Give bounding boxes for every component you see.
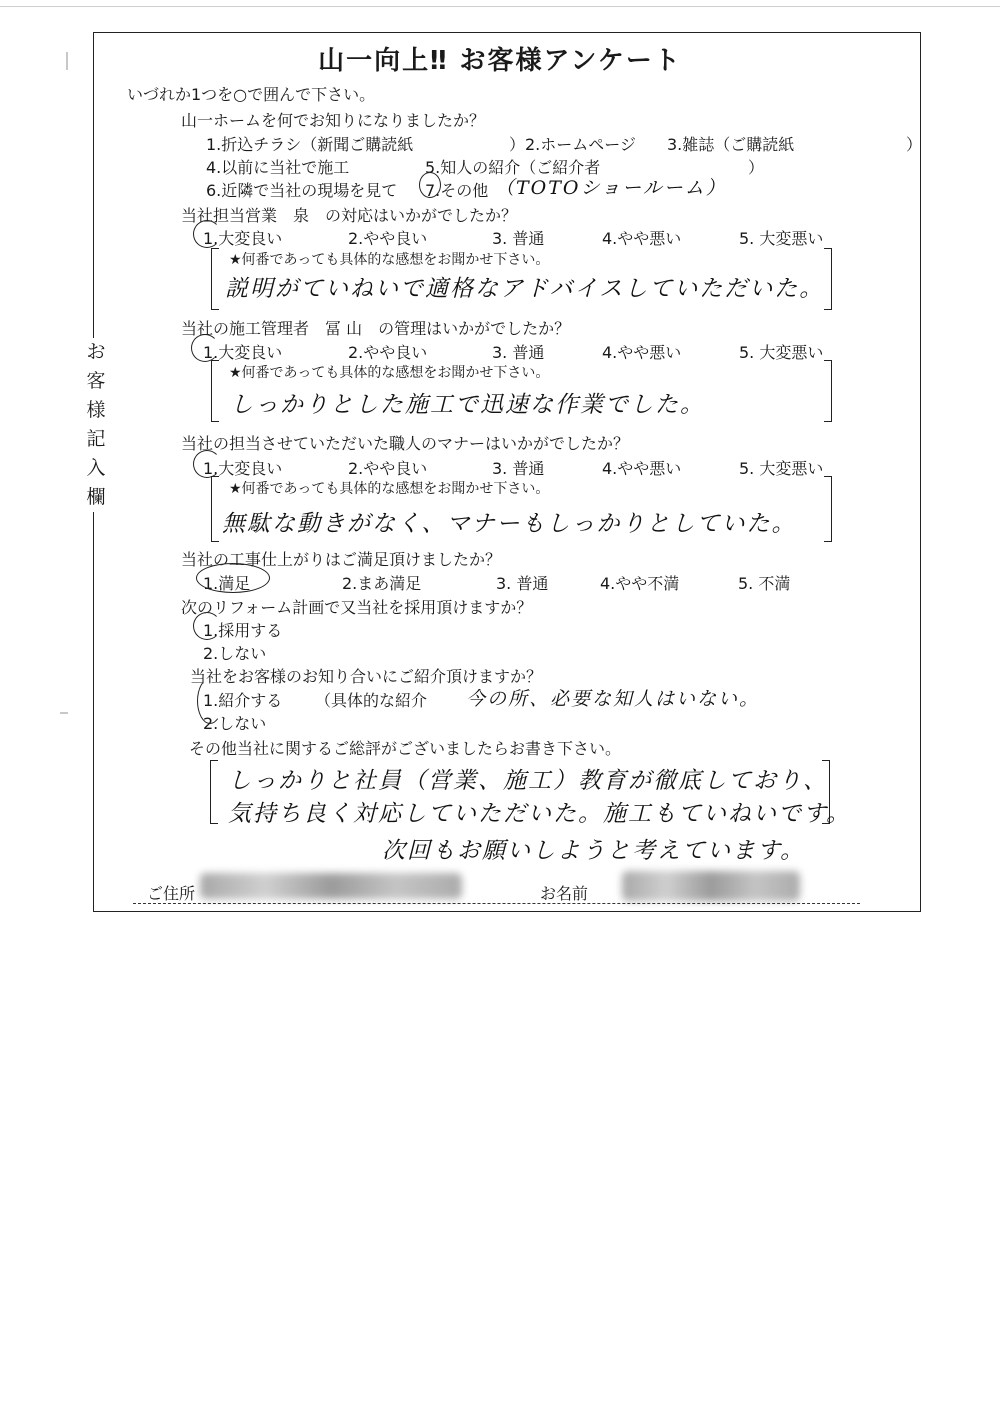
q5-option-5[interactable]: 5. 不満	[738, 574, 791, 593]
q3-option-3[interactable]: 3. 普通	[492, 343, 545, 362]
q4-note: ★何番であっても具体的な感想をお聞かせ下さい。	[229, 481, 550, 497]
q3-selection-circle	[191, 334, 219, 362]
q3-option-1[interactable]: 1.大変良い	[203, 343, 283, 362]
side-char: お	[86, 341, 106, 363]
q1-question: 山一ホームを何でお知りになりましたか？	[181, 111, 486, 130]
q2-bracket-left	[211, 248, 219, 310]
q8-question: その他当社に関するご総評がございましたらお書き下さい。	[189, 739, 622, 758]
q3-question: 当社の施工管理者 冨 山 の管理はいかがでしたか？	[181, 319, 571, 338]
q4-option-5[interactable]: 5. 大変悪い	[739, 459, 824, 478]
q1-option-2[interactable]: ）2.ホームページ	[509, 135, 636, 154]
q3-option-4[interactable]: 4.やや悪い	[602, 343, 682, 362]
q1-option-7[interactable]: 7.その他	[425, 181, 489, 200]
q1-option-6[interactable]: 6.近隣で当社の現場を見て	[206, 181, 398, 200]
address-label: ご住所	[147, 884, 196, 903]
q1-selection-circle	[419, 172, 441, 198]
instruction: いづれか1つを○で囲んで下さい。	[127, 85, 376, 104]
q1-close-paren-2: ）	[748, 158, 765, 177]
page-top-rule	[0, 6, 1000, 7]
name-label: お名前	[540, 884, 589, 903]
survey-title: 山一向上‼ お客様アンケート	[318, 46, 682, 76]
q6-option-1[interactable]: 1.採用する	[203, 621, 283, 640]
q4-bracket-left	[211, 476, 219, 542]
q7-option-1[interactable]: 1.紹介する	[203, 691, 283, 710]
q1-option-4[interactable]: 4.以前に当社で施工	[206, 158, 350, 177]
customer-entry-label	[84, 338, 108, 512]
q1-option-5[interactable]: 5.知人の紹介（ご紹介者	[425, 158, 601, 177]
q4-question: 当社の担当させていただいた職人のマナーはいかがでしたか？	[181, 434, 630, 453]
q2-option-4[interactable]: 4.やや悪い	[602, 229, 682, 248]
q3-bracket-left	[211, 360, 219, 422]
q7-handwritten: 今の所、必要な知人はいない。	[466, 688, 761, 710]
q2-question: 当社担当営業 泉 の対応はいかがでしたか？	[181, 206, 518, 225]
q6-option-2[interactable]: 2.しない	[203, 644, 267, 663]
q4-comment: 無駄な動きがなく、マナーもしっかりとしていた。	[222, 511, 797, 537]
q2-option-3[interactable]: 3. 普通	[492, 229, 545, 248]
q2-comment: 説明がていねいで適格なアドバイスしていただいた。	[225, 276, 825, 302]
q3-comment: しっかりとした施工で迅速な作業でした。	[230, 392, 705, 418]
q4-selection-circle	[193, 450, 221, 478]
side-char: 様	[86, 399, 106, 421]
q4-option-1[interactable]: 1.大変良い	[203, 459, 283, 478]
q6-selection-circle	[193, 612, 221, 640]
q4-option-3[interactable]: 3. 普通	[492, 459, 545, 478]
q3-bracket-right	[824, 360, 832, 422]
scan-mark	[60, 712, 68, 714]
q4-bracket-right	[824, 476, 832, 542]
q1-option-1[interactable]: 1.折込チラシ（新聞ご購読紙	[206, 135, 414, 154]
q1-handwritten-other: （TOTOショールーム）	[495, 177, 727, 199]
q2-option-2[interactable]: 2.やや良い	[348, 229, 428, 248]
q6-question: 次のリフォーム計画で又当社を採用頂けますか？	[181, 598, 533, 617]
q2-selection-circle	[193, 220, 221, 248]
q2-note: ★何番であっても具体的な感想をお聞かせ下さい。	[229, 252, 550, 268]
q7-selection-mark	[197, 678, 223, 724]
q3-option-2[interactable]: 2.やや良い	[348, 343, 428, 362]
q8-comment-line-3: 次回もお願いしようと考えています。	[382, 838, 806, 864]
side-char: 記	[86, 428, 106, 450]
q5-question: 当社の工事仕上がりはご満足頂けましたか？	[181, 550, 502, 569]
name-redacted	[622, 871, 800, 901]
q5-option-2[interactable]: 2.まあ満足	[342, 574, 422, 593]
q2-option-1[interactable]: 1.大変良い	[203, 229, 283, 248]
q3-option-5[interactable]: 5. 大変悪い	[739, 343, 824, 362]
q2-bracket-right	[824, 248, 832, 310]
q5-option-1[interactable]: 1.満足	[203, 574, 251, 593]
q1-close-paren: ）	[906, 135, 923, 154]
q7-option-2[interactable]: 2.しない	[203, 714, 267, 733]
q3-note: ★何番であっても具体的な感想をお聞かせ下さい。	[229, 365, 550, 381]
q5-option-3[interactable]: 3. 普通	[496, 574, 549, 593]
side-char: 欄	[86, 486, 106, 508]
q2-option-5[interactable]: 5. 大変悪い	[739, 229, 824, 248]
q8-bracket-left	[210, 760, 218, 824]
q7-detail-label: （具体的な紹介	[315, 691, 428, 710]
address-redacted	[200, 873, 462, 899]
q1-option-3[interactable]: 3.雑誌（ご購読紙	[667, 135, 795, 154]
side-char: 客	[86, 370, 106, 392]
q5-option-4[interactable]: 4.やや不満	[600, 574, 680, 593]
q8-comment-line-2: 気持ち良く対応していただいた。施工もていねいです。	[228, 801, 852, 827]
q7-question: 当社をお客様のお知り合いにご紹介頂けますか？	[190, 667, 543, 686]
q5-selection-circle	[196, 563, 270, 593]
q4-option-4[interactable]: 4.やや悪い	[602, 459, 682, 478]
footer-dotted-line	[133, 903, 860, 904]
q4-option-2[interactable]: 2.やや良い	[348, 459, 428, 478]
side-char: 入	[86, 457, 106, 479]
q8-comment-line-1: しっかりと社員（営業、施工）教育が徹底しており、	[228, 768, 828, 794]
